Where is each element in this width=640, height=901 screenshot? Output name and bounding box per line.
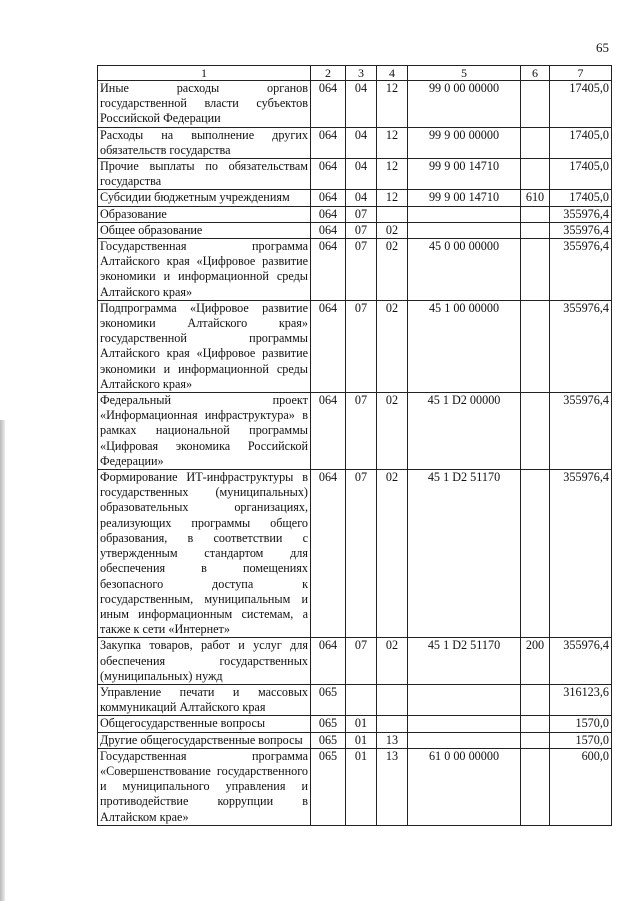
- section-code-cell: 07: [346, 393, 377, 470]
- amount-cell: 1570,0: [550, 716, 612, 732]
- subsection-code-cell: 02: [377, 222, 408, 238]
- ministry-code-cell: 064: [311, 222, 346, 238]
- row-name-cell: Расходы на выполнение других обязательств государства: [98, 127, 311, 158]
- amount-cell: 17405,0: [550, 190, 612, 206]
- section-code-cell: 04: [346, 159, 377, 190]
- page-number: 65: [596, 40, 609, 55]
- target-article-cell: [408, 716, 521, 732]
- amount-cell: 17405,0: [550, 159, 612, 190]
- ministry-code-cell: 064: [311, 638, 346, 685]
- target-article-cell: 99 9 00 14710: [408, 190, 521, 206]
- target-article-cell: [408, 206, 521, 222]
- ministry-code-cell: 064: [311, 127, 346, 158]
- section-code-cell: 07: [346, 222, 377, 238]
- amount-cell: 355976,4: [550, 206, 612, 222]
- row-name-cell: Закупка товаров, работ и услуг для обеспечения государственных (муниципальных) нужд: [98, 638, 311, 685]
- target-article-cell: [408, 684, 521, 715]
- row-name-cell: Общее образование: [98, 222, 311, 238]
- amount-cell: 355976,4: [550, 222, 612, 238]
- expense-type-cell: [521, 206, 550, 222]
- subsection-code-cell: 02: [377, 300, 408, 392]
- target-article-cell: [408, 732, 521, 748]
- section-code-cell: 07: [346, 638, 377, 685]
- subsection-code-cell: [377, 206, 408, 222]
- subsection-code-cell: 02: [377, 470, 408, 638]
- subsection-code-cell: 12: [377, 190, 408, 206]
- amount-cell: 316123,6: [550, 684, 612, 715]
- section-code-cell: 07: [346, 239, 377, 301]
- ministry-code-cell: 065: [311, 732, 346, 748]
- table-row: [98, 300, 612, 392]
- table-row: [98, 127, 612, 158]
- ministry-code-cell: 064: [311, 300, 346, 392]
- section-code-cell: 04: [346, 127, 377, 158]
- target-article-cell: 99 9 00 14710: [408, 159, 521, 190]
- expense-type-cell: 610: [521, 190, 550, 206]
- table-row: [98, 748, 612, 825]
- target-article-cell: 99 9 00 00000: [408, 127, 521, 158]
- table-row: [98, 716, 612, 732]
- section-code-cell: 01: [346, 716, 377, 732]
- table-row: [98, 222, 612, 238]
- expense-type-cell: [521, 732, 550, 748]
- row-name-cell: Государственная программа «Совершенствование государственного и муниципального управления и противодействие коррупции в Алтайском крае»: [98, 748, 311, 825]
- target-article-cell: [408, 222, 521, 238]
- expense-type-cell: [521, 716, 550, 732]
- ministry-code-cell: 064: [311, 81, 346, 128]
- amount-cell: 17405,0: [550, 81, 612, 128]
- row-name-cell: Управление печати и массовых коммуникаций Алтайского края: [98, 684, 311, 715]
- expense-type-cell: [521, 300, 550, 392]
- table-body: [98, 81, 612, 826]
- budget-table-container: [97, 65, 611, 826]
- column-header: 1: [98, 66, 311, 81]
- section-code-cell: 07: [346, 300, 377, 392]
- row-name-cell: Субсидии бюджетным учреждениям: [98, 190, 311, 206]
- ministry-code-cell: 065: [311, 716, 346, 732]
- expense-type-cell: [521, 748, 550, 825]
- target-article-cell: 99 0 00 00000: [408, 81, 521, 128]
- row-name-cell: Формирование ИТ-инфраструктуры в государственных (муниципальных) образовательных организациях, реализующих программы общего образования, в соответствии с утвержденным стандартом для обеспечения в помещениях безопасного доступа к государственным, муниципальным и иным информационным системам, а также к сети «Интернет»: [98, 470, 311, 638]
- row-name-cell: Общегосударственные вопросы: [98, 716, 311, 732]
- table-row: [98, 159, 612, 190]
- amount-cell: 355976,4: [550, 638, 612, 685]
- column-header: 7: [550, 66, 612, 81]
- subsection-code-cell: [377, 716, 408, 732]
- section-code-cell: 04: [346, 81, 377, 128]
- table-row: [98, 190, 612, 206]
- amount-cell: 355976,4: [550, 300, 612, 392]
- table-row: [98, 206, 612, 222]
- ministry-code-cell: 064: [311, 190, 346, 206]
- row-name-cell: Иные расходы органов государственной власти субъектов Российской Федерации: [98, 81, 311, 128]
- row-name-cell: Другие общегосударственные вопросы: [98, 732, 311, 748]
- expense-type-cell: [521, 684, 550, 715]
- expense-type-cell: [521, 239, 550, 301]
- target-article-cell: 45 1 D2 51170: [408, 638, 521, 685]
- subsection-code-cell: 13: [377, 732, 408, 748]
- column-header: 5: [408, 66, 521, 81]
- target-article-cell: 45 1 00 00000: [408, 300, 521, 392]
- target-article-cell: 45 0 00 00000: [408, 239, 521, 301]
- ministry-code-cell: 064: [311, 206, 346, 222]
- row-name-cell: Образование: [98, 206, 311, 222]
- table-row: [98, 732, 612, 748]
- budget-table: [97, 65, 612, 826]
- column-header: 2: [311, 66, 346, 81]
- target-article-cell: 61 0 00 00000: [408, 748, 521, 825]
- expense-type-cell: [521, 81, 550, 128]
- expense-type-cell: [521, 222, 550, 238]
- subsection-code-cell: 12: [377, 81, 408, 128]
- subsection-code-cell: 02: [377, 393, 408, 470]
- target-article-cell: 45 1 D2 00000: [408, 393, 521, 470]
- amount-cell: 355976,4: [550, 239, 612, 301]
- expense-type-cell: [521, 393, 550, 470]
- row-name-cell: Подпрограмма «Цифровое развитие экономики Алтайского края» государственной программы Алтайского края «Цифровое развитие экономики и информационной среды Алтайского края»: [98, 300, 311, 392]
- section-code-cell: 01: [346, 732, 377, 748]
- row-name-cell: Прочие выплаты по обязательствам государства: [98, 159, 311, 190]
- expense-type-cell: [521, 159, 550, 190]
- row-name-cell: Государственная программа Алтайского края «Цифровое развитие экономики и информационной среды Алтайского края»: [98, 239, 311, 301]
- subsection-code-cell: 13: [377, 748, 408, 825]
- section-code-cell: [346, 684, 377, 715]
- subsection-code-cell: [377, 684, 408, 715]
- section-code-cell: 04: [346, 190, 377, 206]
- amount-cell: 355976,4: [550, 393, 612, 470]
- table-row: [98, 239, 612, 301]
- expense-type-cell: [521, 470, 550, 638]
- amount-cell: 17405,0: [550, 127, 612, 158]
- subsection-code-cell: 02: [377, 638, 408, 685]
- subsection-code-cell: 12: [377, 127, 408, 158]
- subsection-code-cell: 12: [377, 159, 408, 190]
- ministry-code-cell: 064: [311, 159, 346, 190]
- table-row: [98, 393, 612, 470]
- ministry-code-cell: 065: [311, 684, 346, 715]
- column-header: 3: [346, 66, 377, 81]
- amount-cell: 1570,0: [550, 732, 612, 748]
- scan-shadow: [0, 420, 5, 901]
- subsection-code-cell: 02: [377, 239, 408, 301]
- section-code-cell: 01: [346, 748, 377, 825]
- table-row: [98, 684, 612, 715]
- table-header-row: [98, 66, 612, 81]
- ministry-code-cell: 064: [311, 393, 346, 470]
- row-name-cell: Федеральный проект «Информационная инфраструктура» в рамках национальной программы «Цифровая экономика Российской Федерации»: [98, 393, 311, 470]
- table-row: [98, 81, 612, 128]
- table-row: [98, 470, 612, 638]
- section-code-cell: 07: [346, 470, 377, 638]
- ministry-code-cell: 064: [311, 239, 346, 301]
- expense-type-cell: 200: [521, 638, 550, 685]
- target-article-cell: 45 1 D2 51170: [408, 470, 521, 638]
- expense-type-cell: [521, 127, 550, 158]
- amount-cell: 600,0: [550, 748, 612, 825]
- table-row: [98, 638, 612, 685]
- ministry-code-cell: 065: [311, 748, 346, 825]
- amount-cell: 355976,4: [550, 470, 612, 638]
- ministry-code-cell: 064: [311, 470, 346, 638]
- column-header: 4: [377, 66, 408, 81]
- section-code-cell: 07: [346, 206, 377, 222]
- column-header: 6: [521, 66, 550, 81]
